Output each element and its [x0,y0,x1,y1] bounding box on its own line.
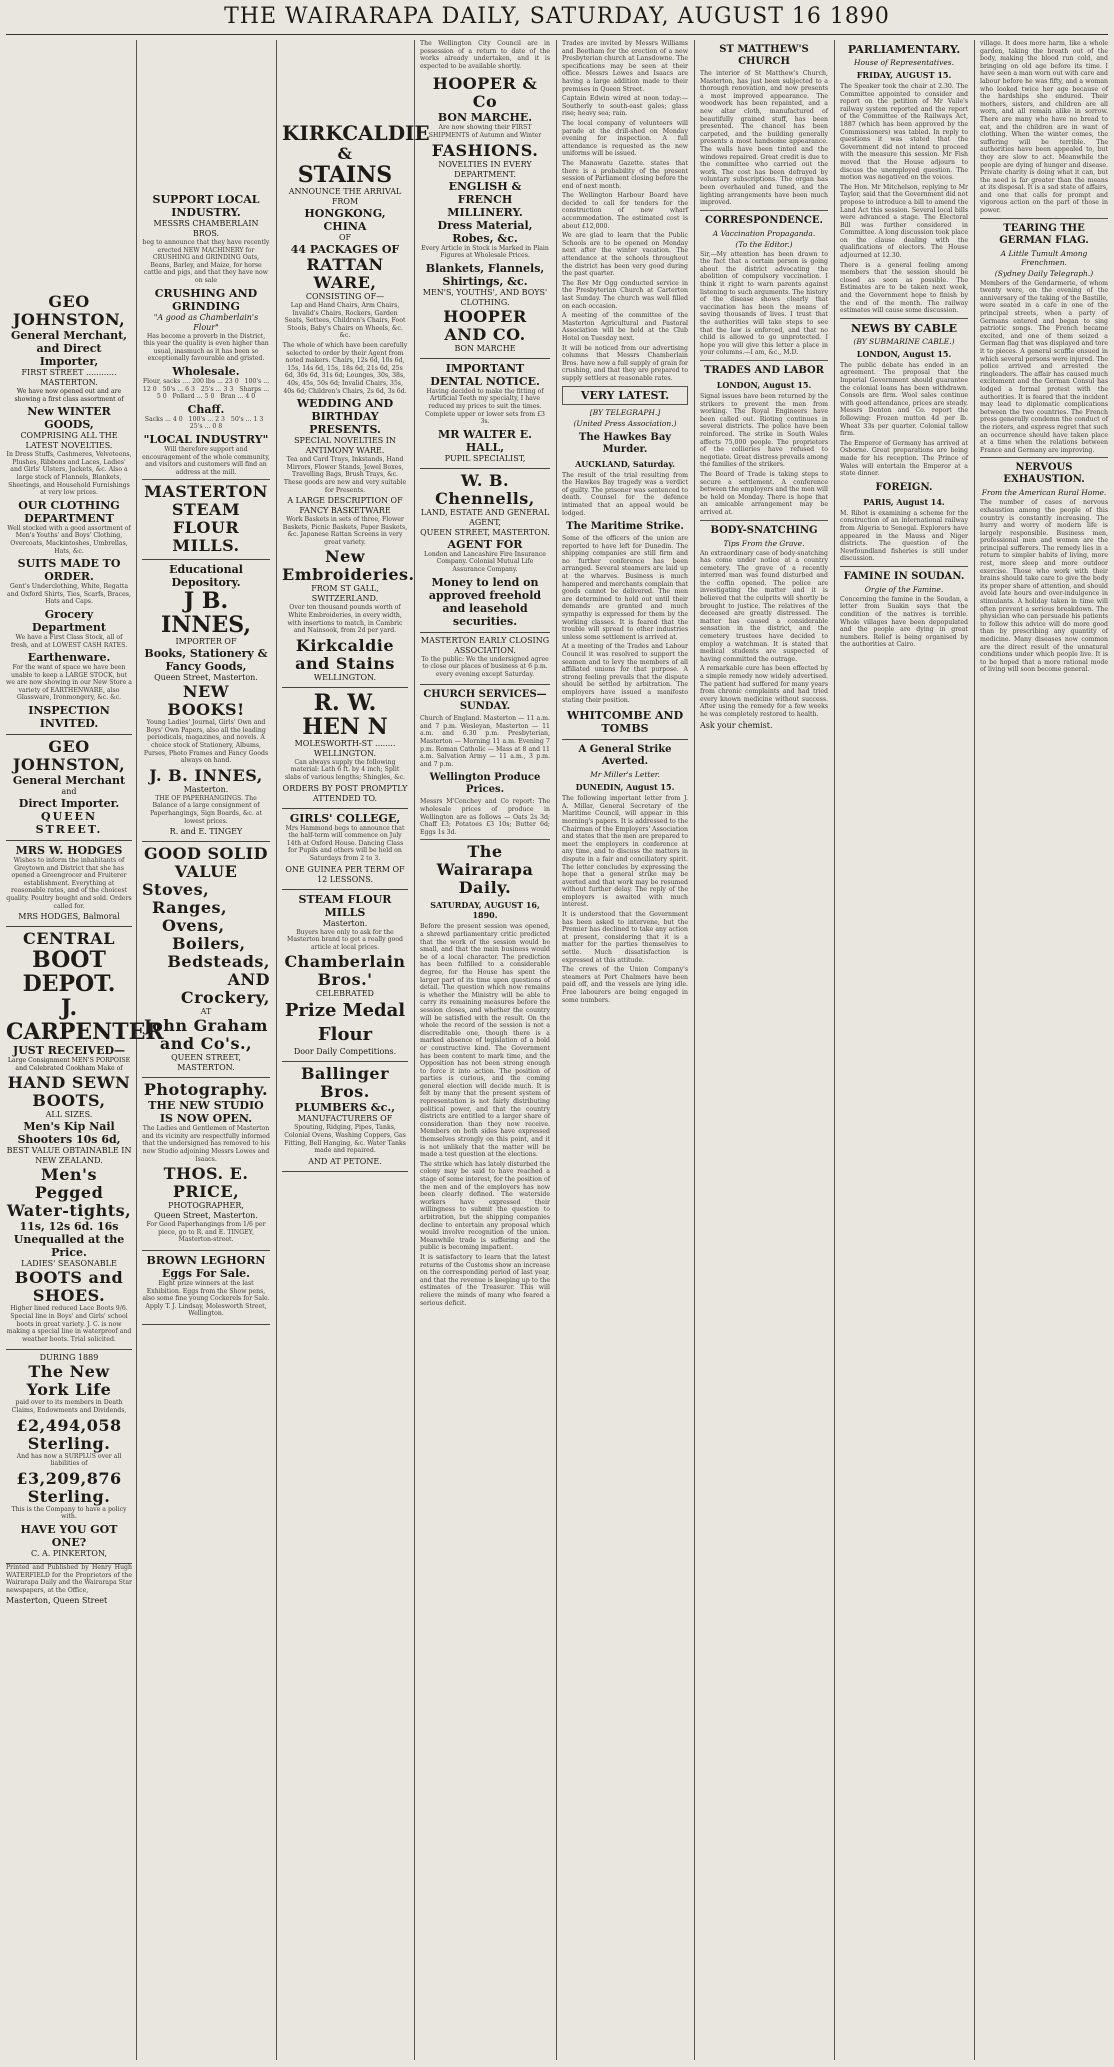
article-text: The Rev Mr Ogg conducted service in the Presbyterian Church at Carterton last Sunday. The church was well filled on each occasion. [562,279,688,310]
ad-subhead: Money to lend on approved freehold and leasehold securities. [428,575,542,628]
college-ad [282,809,408,890]
filler-text: This is the Company to have a policy with. [11,1505,127,1521]
filler-text: Work Baskets in sets of three, Flower Baskets, Picnic Baskets, Paper Baskets, &c. Japanese Rattan Screens in very great variety. [282,516,408,546]
column-rule [276,40,277,2060]
article-text: Sir,—My attention has been drawn to the fact that a certain person is going about the district advocating the abolition of compulsory vaccination. I think it right to warn parents against listening to such arguments. The history of the disease shows clearly that vaccination has been the means of saving thousands of lives. I trust that the authorities will take steps to see that the law is enforced, and that no child is allowed to go unprotected. I hope you will give this letter a place in your columns.—I am, &c., M.D. [700,250,828,357]
ad-title: MASTERTON EARLY CLOSING ASSOCIATION. [420,635,550,655]
news-heading: The Maritime Strike. [566,521,684,533]
lead-in: An extraordinary case of body-snatching [700,549,828,557]
ad-subhead: AGENT FOR [447,537,523,551]
column-8 [980,40,1108,2060]
section-heading: FAMINE IN SOUDAN. [843,570,965,582]
column-6 [700,40,828,2060]
article-text: A meeting of the committee of the Masterton Agricultural and Pastoral Association will be held at the Club Hotel on Tuesday next. [562,312,688,342]
ad-headline: Prize Medal Flour [284,1000,406,1046]
column-rule [136,40,137,2060]
ad-item: Ovens, [162,916,225,936]
filler-text: Buyers have only to ask for the Masterton brand to get a really good article at local prices. [286,928,403,951]
ad-subhead: Door Daily Competitions. [293,1047,397,1057]
advertiser-address: QUEEN STREET, MASTERTON. [420,527,550,537]
ad-title: & [337,144,353,163]
advertiser-address: Queen Street, Masterton. [154,1211,258,1221]
faded-blank-area [282,40,408,118]
column-rule [556,40,557,2060]
advertiser-sign: MRS HODGES, Balmoral [18,912,120,922]
ad-title: MASTERTON STEAM [144,482,268,520]
article-text: M. Ribot is examining a scheme for the construction of an international railway from Algeria to Senegal. Explorers have appeared in the Mauss and Niger districts. The question of the Newfoundland fisheries is still under discussion. [840,509,968,563]
ad-subhead-2: OUR CLOTHING DEPARTMENT [18,498,120,525]
advertiser-name: J B. INNES, [160,588,252,639]
ad-title: STEAM FLOUR MILLS [298,892,392,919]
ad-headline: NEW BOOKS! [167,682,245,720]
article-text: An extraordinary case of body-snatching has come under notice at a country cemetery. The grave of a recently interred man was found disturbed and the coffin opened. The police are investigating the matter and it is believed that the culprits will shortly be brought to justice. The relatives of the deceased are greatly distressed. The matter has caused a considerable sensation in the district, and the cemetery trustees have decided to employ a watchman. It is stated that medical students are suspected of having committed the outrage. [700,549,828,663]
dateline: FRIDAY, AUGUST 15. [856,70,952,80]
ad-subhead-6: INSPECTION INVITED. [28,704,110,731]
ad-subhead: HONGKONG, CHINA [304,207,386,233]
article-text: Some of the officers of the union are reported to have left for Dunedin. The shipping companies are still firm and no further conference has been arranged. Several steamers are laid up at the wharves. Business is much hampered and merchants complain that goods cannot be delivered. The men are determined to hold out until their demands are granted and much sympathy is expressed for them by the working classes. It is feared that the trouble will spread to other industries unless some settlement is arrived at. [562,535,688,641]
filler-text: Wishes to inform the inhabitants of Greytown and District that she has opened a Greengrocer and Fruiterer establishment. Everything at reasonable rates, and of the choicest quality. Poultry bought and sold. Orders called for. [6,857,132,910]
ad-subhead: ANNOUNCE THE ARRIVAL FROM [288,187,402,206]
ad-item: Stoves, [142,880,210,900]
editorial-date: SATURDAY, AUGUST 16, 1890. [430,900,540,921]
advertiser-name: John Graham and Co's., [144,1016,268,1054]
article-text: At a meeting of the Trades and Labour Council it was resolved to support the seamen and to levy the members of all affiliated unions for that purpose. A strong feeling prevails that the dispute should be settled by arbitration. The employers have issued a manifesto stating their position. [562,643,688,704]
article-text: It will be noticed from our advertising columns that Messrs Chamberlain Bros. have now a full supply of grain for crushing, and that they are prepared to supply settlers at reasonable rates. [562,344,688,382]
dateline: DUNEDIN, August 15. [575,782,675,793]
filler-text: Flour, sacks .... 200 lbs ... 23 0 100's ... 12 0 50's ... 6 3 25's ... 3 3 Sharps ... 5 0 Pollard ... 5 0 Bran ... 4 0 [142,377,270,401]
ad-subhead: MANUFACTURERS OF [297,1114,393,1124]
filler-text: To the public: We the undersigned agree to close our places of business at 6 p.m. every evening except Saturday. [421,655,549,678]
section-subhead: Orgie of the Famine. [864,584,944,594]
ad-subhead: Dress Material, Robes, &c. [437,218,533,245]
ballinger-ad [282,1062,408,1171]
article-text: The Emperor of Germany has arrived at Osborne. Great preparations are being made for his reception. The Prince of Wales will entertain the Emperor at a state dinner. [840,439,968,478]
article-text: Trades are invited by Messrs Williams and Beetham for the erection of a new Presbyterian church at Lansdowne. The specifications may be seen at their office. Messrs Lowes and Isaacs are having a large addition made to their premises in Queen Street. [562,40,688,93]
ad-subhead-4: Grocery Department [32,607,106,634]
advertiser-place: MASTERTON. [177,1063,235,1073]
article-text: The interior of St Matthew's Church, Masterton, has just been subjected to a thorough renovation, and now presents a most improved appearance. The woodwork has been repainted, and a new altar cloth, manufactured of beautifully grained stuff, has been presented. The chancel has been carpeted, and the building generally presents a most handsome appearance. The walls have been tinted and the windows repaired. Great credit is due to the committee who carried out the work. The cost has been defrayed by voluntary subscriptions. The organ has been overhauled and tuned, and the lighting arrangements have been much improved. [700,70,828,207]
article-text: The Board of Trade is taking steps to secure a settlement. A conference between the employers and the men will be held on Monday. There is hope that an amicable arrangement may be arrived at. [700,470,828,516]
advertiser-address: FIRST STREET ............ MASTERTON. [21,368,117,387]
column-5 [562,40,688,2060]
filler-text: London and Lancashire Fire Insurance Company. Colonial Mutual Life Assurance Company. [424,550,546,573]
section-subhead: House of Representatives. [853,58,955,67]
filler-text: In Dress Stuffs, Cashmeres, Velveteens, Plushes, Ribbons and Laces, Ladies' and Girls' Ulsters, Jackets, &c. Also a large stock of Flannels, Blankets, Sheetings, and Household Furnishings at very low prices. [6,451,132,497]
ad-title: GIRLS' COLLEGE, [289,811,401,825]
filler-text: And has now a SURPLUS over all liabilities of [16,1452,122,1468]
advertiser-name: R. and E. TINGEY [169,827,243,837]
new-york-life-ad [6,1350,132,1564]
section-heading: TEARING THE GERMAN FLAG. [999,222,1089,246]
ad-item: Boilers, [172,934,246,954]
ad-headline: New WINTER GOODS, [27,405,111,432]
ad-subhead: CONSISTING OF— [305,292,385,301]
hooper-ad [420,72,550,358]
dateline: LONDON, August 15. [856,348,952,359]
section-heading: PARLIAMENTARY. [847,43,961,56]
article-text: village. It does more harm, like a whole garden, taking the breath out of the body, making the blood run cold, and bringing on old age before its time. I have seen a man worn out with care and labour before he was fifty, and a woman who looked twice her age because of the hardships she endured. Their mothers, sisters, and children are all worn, and all remain alike in sorrow. There are many who have no bread to eat, and the children are in want of clothing. When the winter comes, the suffering will be terrible. The authorities have been appealed to, but they are slow to act. Meanwhile the people are dying of hunger and disease. Private charity is doing what it can, but the need is far greater than the means at its disposal. It is a sad state of affairs, and one that calls for prompt and vigorous action on the part of those in power. [980,40,1108,215]
advertiser-name: J. B. INNES, [149,765,263,785]
ad-title: KIRKCALDIE [282,121,430,145]
advertiser-name: J. CARPENTER [6,995,164,1046]
filler-text: Can always supply the following material: Lath 6 ft. by 4 inch; Split slabs of various lengths; Shingles, &c. [284,758,406,782]
advertiser-title: General Merchant, [10,329,128,342]
ad-subhead: NOVELTIES IN EVERY DEPARTMENT. [438,159,532,179]
whitcombe-ad [562,706,688,740]
advertiser-name: HOOPER & Co [432,74,538,112]
faded-blank-area [6,40,132,290]
ad-headline: FASHIONS. [431,140,539,160]
section-heading: ST MATTHEW'S CHURCH [719,44,809,67]
advertiser-subtitle: and Direct Importer, [36,342,102,368]
ad-subhead: THE NEW STUDIO IS NOW OPEN. [148,1099,264,1126]
section-subhead: [BY TELEGRAPH.] [589,407,661,417]
chamberlain-ad [142,190,270,560]
ad-headline: RATTAN WARE, [306,255,384,292]
filler-text: Over ten thousand pounds worth of White Embroideries, in every width, with insertions to match, in Cambric and Nainsook, from 2d per yard. [287,604,403,635]
advertiser-sub: LAND, ESTATE AND GENERAL AGENT, [420,507,550,527]
column-3 [282,40,430,2060]
latest-box [562,386,688,405]
closing-ad [420,633,550,686]
ad-of: OF [338,233,352,242]
article-text: The number of cases of nervous exhaustion among the people of this country is constantly increasing. The hurry and worry of modern life is largely responsible. Business men, professional men and women are the principal sufferers. The remedy lies in a return to simpler habits of living, more rest, more sleep and more outdoor exercise. Those who work with their brains should take care to give the body its proper share of attention, and should avoid late hours and over-indulgence in stimulants. A holiday taken in time will often prevent a serious breakdown. The physician who can persuade his patients to follow this advice will do more good than by prescribing any quantity of medicine. Many diseases now common are the direct result of the unnatural conditions under which people live. It is to be hoped that a more rational mode of living will soon become general. [980,499,1108,674]
graham-ad [142,842,270,1078]
ad-title: Photography. [143,1080,269,1100]
news-heading: A General Strike Averted. [578,744,672,768]
ad-headline: BOOTS and SHOES. [14,1268,124,1306]
ad-subhead: DURING 1889 [39,1353,99,1363]
filler-text: The Ladies and Gentlemen of Masterton and its vicinity are respectfully informed that the undersigned has removed to his new Studio adjoining Messrs Lowes and Isaacs. [142,1125,270,1163]
article-text: The Wellington Harbour Board have decided to call for tenders for the construction of new wharf accommodation. The estimated cost is about £12,000. [562,192,688,230]
ad-headline: Men's Pegged Water-tights, [6,1165,132,1221]
ad-title: IMPORTANT DENTAL NOTICE. [430,361,540,388]
ad-line: Unequalled at the Price. [13,1233,125,1260]
filler-text: Young Ladies' Journal, Girls' Own and Boys' Own Papers, also all the leading periodicals, magazines, and novels. A choice stock of Stationery, Albums, Purses, Photo Frames and Fancy Goods always on hand. [143,719,269,765]
ad-subhead: Blankets, Flannels, Shirtings, &c. [425,261,545,288]
editorial-title: The Wairarapa Daily. [436,842,534,898]
dateline: AUCKLAND, Saturday. [575,458,675,469]
section-heading: BODY-SNATCHING [710,524,818,536]
section-subhead: (To the Editor.) [735,239,793,249]
filler-text: Messrs M'Conchey and Co report: The wholesale prices of produce in Wellington are as follows — Oats 2s 3d; Chaff £3; Potatoes £3 10s; Butter 6d; Eggs 1s 3d. [420,798,550,836]
advertiser-address: Queen Street, Masterton. [154,673,258,683]
filler-text: Lap and Hand Chairs, Arm Chairs, Invalid's Chairs, Rockers, Garden Seats, Settees, Children's Chairs, Foot Stools, Baby's Chairs on Wheels, &c. &c. [284,302,406,340]
johnston-ad-2 [6,735,132,841]
section-heading: VERY LATEST. [580,388,670,402]
section-heading: NEWS BY CABLE [850,321,958,335]
advertiser-name: HOOPER AND CO. [443,306,527,344]
ad-title: BOOT DEPOT. [22,947,116,998]
ad-subhead-5: Earthenware. [27,651,111,665]
filler-text: Well stocked with a good assortment of Men's Youths' and Boys' Clothing, Overcoats, Mackintoshes, Umbrellas, Hats, &c. [7,524,131,555]
filler-text: Are now showing their FIRST SHIPMENTS of Autumn and Winter [428,124,542,139]
advertiser-place: WELLINGTON. [313,672,377,682]
ad-title: Educational Depository. [169,563,243,590]
filler-text: Mrs Hammond begs to announce that the half-term will commence on July 14th at Oxford House. Dancing Class for Pupils and others will be held on Saturdays from 2 to 3. [285,824,405,862]
article-text: The Hon. Mr Mitchelson, replying to Mr Taylor, said that the Government did not propose to introduce a bill to amend the Land Act this session. Several local bills were advanced a stage. The Electoral Bill was further considered in Committee. A long discussion took place on the clause dealing with the qualifications of electors. The House adjourned at 12.30. [840,183,968,260]
article-text: We are glad to learn that the Public Schools are to be opened on Monday next after the winter vacation. The attendance at the schools throughout the district has been very good during the past quarter. [562,232,688,278]
filler-text: THE OF PAPERHANGINGS. The Balance of a large consignment of Paperhangings, Sign Boards, &c. at lowest prices. [149,794,262,825]
ad-item: Bedsteads, [167,952,270,972]
article-text: The public debate has ended in an agreement. The proposal that the Imperial Government should guarantee the colonial loans has been withdrawn. Consols are firm. Wool sales continue with good attendance, prices are steady. Messrs Denton and Co. report the following: Frozen mutton 4d per lb. Wheat 33s per quarter. Colonial tallow firm. [840,361,968,438]
filler-text: We have a First Class Stock, all of fresh, and at LOWEST CASH RATES. [10,633,128,649]
advertiser-address: QUEEN STREET, [171,1053,241,1063]
filler-text: Church of England. Masterton — 11 a.m. and 7 p.m. Wesleyan, Masterton — 11 a.m. and 6.30 p.m. Presbyterian, Masterton — Morning 11 a.m. Evening 7 p.m. Roman Catholic — Mass at 8 and 11 a.m. Salvation Army — 11 a.m., 3 p.m. and 7 p.m. [420,715,550,768]
advertiser-name: MESSRS CHAMBERLAIN BROS. [153,219,259,238]
filler-text: Gent's Underclothing, White, Regatta and Oxford Shirts, Ties, Scarfs, Braces, Hats and Caps. [7,583,131,606]
ad-at: AT [200,1007,212,1017]
advertiser-address: Masterton. [183,784,229,794]
ad-title: The New York Life [26,1362,112,1400]
price-list-title: Chaff. [187,402,225,416]
filler-text: For Good Paperhangings from 1/6 per piece, go to R. and E. TINGEY, Masterton-street. [146,1221,266,1244]
ad-headline: New Embroideries. [282,547,415,585]
advertiser-title: General Merchant [12,774,126,788]
ad-subhead: ENGLISH & FRENCH MILLINERY. [447,179,523,219]
ad-subhead: CRUSHING AND GRINDING [154,286,258,313]
advertiser-name: Chamberlain Bros.' [284,952,406,990]
ad-subhead: MEN'S, YOUTHS', AND BOYS' CLOTHING. [422,287,548,307]
column-rule [694,40,695,2060]
advertiser-address: QUEEN STREET. [35,810,103,837]
filler-text: Eight prize winners at the last Exhibition. Eggs from the Show pens, also some fine young Cockerels for Sale. Apply T. J. Lindsay, Molesworth Street, Wellington. [142,1279,270,1318]
advertiser-and: and [61,787,77,797]
ad-subhead: SPECIAL NOVELTIES IN ANTIMONY WARE. [294,436,396,456]
filler-text: Having decided to make the fitting of Artificial Teeth my specialty, I have reduced my prices to suit the times. Complete upper or lower sets from £3 3s. [425,387,545,426]
advertiser-name: WHITCOMBE AND TOMBS [566,709,684,736]
article-text: The following important letter from J. A. Millar, General Secretary of the Maritime Council, will appear in this morning's papers. It is addressed to the Chairman of the Employers' Association and states that the men are prepared to meet the employers in conference at any time, and to discuss the matters in dispute in a fair and conciliatory spirit. The letter concludes by expressing the hope that a general strike may be averted and that work may be resumed without further delay. The reply of the employers is awaited with much interest. [562,795,688,909]
ad-subhead: A LARGE DESCRIPTION OF FANCY BASKETWARE [287,496,403,516]
article-text: The Speaker took the chair at 2.30. The Committee appointed to consider and report on the petition of Mr Vaile's railway system reported and the report of the Committee of the Railways Act, 1887 (which has been approved by the Commissioners) was tabled. In reply to questions it was stated that the Government did not intend to proceed with the measure this session. Mr Fish moved that the House adjourn to discuss the unemployed question. The motion was negatived on the voices. [840,83,968,182]
advertiser-name: Ballinger Bros. [300,1064,390,1102]
kirkcaldie-ad [282,118,430,688]
ad-notice: ORDERS BY POST PROMPTLY ATTENDED TO. [282,783,408,803]
section-subhead: (Sydney Daily Telegraph.) [994,268,1094,278]
ad-agent: C. A. PINKERTON, [31,1548,107,1558]
ad-title: GOOD SOLID VALUE [143,844,269,882]
column-rule [974,40,975,2060]
filler-text: paid over to its members in Death Claims, Endowments and Dividends, [11,1399,127,1414]
advertiser-address: MOLESWORTH-ST ........ WELLINGTON. [294,738,396,758]
section-heading: CORRESPONDENCE. [704,214,823,226]
ad-subhead: ALL SIZES. [45,1110,93,1120]
ad-place: Masterton. [322,918,368,928]
article-text: Captain Edwin wired at noon today:— Southerly to south-east gales; glass rise; heavy sea; rain. [562,95,688,118]
dateline: PARIS, August 14. [863,496,945,507]
advertiser-name: GEO JOHNSTON, [12,737,126,775]
section-heading: TRADES AND LABOR [703,365,824,376]
hen-ad [282,688,408,809]
ad-tagline: Ask your chemist. [700,720,773,730]
dental-ad [420,359,550,469]
ad-amount: £2,494,058 Sterling. [16,1415,122,1453]
filler-text: Tea and Card Trays, Inkstands, Hand Mirrors, Flower Stands, Jewel Boxes, Travelling Bags, Brush Trays, &c. These goods are new and very suitable for Presents. [283,456,407,494]
section-subhead: From the American Rural Home. [981,488,1107,498]
advertiser-sub: IMPORTER OF [175,637,237,647]
section-subhead: A Vaccination Propaganda. [712,228,816,238]
article-text: The local company of volunteers will parade at the drill-shed on Monday evening for inspection. A full attendance is requested as the new uniforms will be issued. [562,119,688,158]
price-list-title: Wholesale. [172,364,240,378]
masthead-rule [6,34,1108,35]
advertiser-name: Kirkcaldie and Stains [295,635,395,673]
advertiser-sub: PUPIL SPECIALIST, [444,453,526,463]
filler-text: The Wellington City Council are in possession of a return to date of the works already undertaken, and it is expected to be available shortly. [420,40,550,70]
article-text: Before the present session was opened, a shrewd parliamentary critic predicted that the work of the session would be small, and that the main business would be of a local character. The prediction has been fulfilled to a considerable degree, for the House has spent the larger part of its time upon questions of detail. The question which now remains is whether the Ministry will be able to carry its remaining measures before the session closes, and whether the country will be satisfied with the result. On the whole the record of the session is not a discreditable one, though there is a marked absence of legislation of a bold or constructive kind. The Government has been content to mark time, and the Opposition has not been strong enough to force it into action. The position of parties is curious, and the coming general election will decide much. It is felt by many that the present system of representation is not fairly distributing political power, and that the country districts are entitled to a larger share of consideration than they now receive. Members on both sides have expressed themselves strongly on this point, and it is not unlikely that the matter will be made a test question at the elections. [420,923,550,1159]
ad-title: FLOUR MILLS. [172,518,240,556]
johnston-ad [6,290,132,735]
column-7 [840,40,968,2060]
advertiser-name: W. B. Chennells, [435,470,535,508]
article-text: The result of the trial resulting from the Hawkes Bay tragedy was a verdict of guilty. The prisoner was sentenced to death. Counsel for the defence intimated that an appeal would be lodged. [562,471,688,517]
ad-subhead: 44 PACKAGES OF [290,243,400,256]
article-text: It is satisfactory to learn that the latest returns of the Customs show an increase on the corresponding period of last year, and that the revenue is keeping up to the estimates of the Treasurer. This will relieve the minds of many who feared a serious deficit. [420,1253,550,1307]
filler-text: Sacks ... 4 0 100's ... 2 3 50's ... 1 3 25's ... 0 8 [144,415,268,431]
section-heading: FOREIGN. [875,481,933,493]
article-text: A remarkable cure has been effected by a simple remedy now widely advertised. The patient had suffered for many years from chronic complaints and had tried every known medicine without success. After using the remedy for a few weeks he was completely restored to health. [700,665,828,718]
ad-subhead: FROM ST GALL, SWITZERLAND. [311,584,379,604]
advertiser-sub: Books, Stationery & Fancy Goods, [144,647,268,674]
advertiser-subtitle: Direct Importer. [18,797,120,811]
article-text: The crews of the Union Company's steamers at Port Chalmers have been paid off, and the vessels are lying idle. Free labourers are being engaged in some numbers. [562,966,688,1004]
advertiser-sub: PLUMBERS &c., [294,1101,396,1115]
article-text: It is understood that the Government has been asked to intervene, but the Premier has declined to take any action at present, considering that it is a matter for the parties themselves to settle. Much dissatisfaction is expressed at this attitude. [562,911,688,964]
ad-subhead: COMPRISING ALL THE LATEST NOVELTIES. [20,431,118,451]
section-subhead: (United Press Association.) [573,418,677,428]
ad-title: STAINS [297,162,393,188]
advertiser-name: MRS W. HODGES [15,844,123,858]
boot-depot-ad [6,927,164,1350]
section-heading: NERVOUS EXHAUSTION. [1003,462,1085,486]
advertiser-sub: BON MARCHE. [437,111,533,125]
section-subhead: Tips From the Grave. [723,538,805,548]
innes-ad [142,560,270,842]
filler-text: Printed and Published by Henry Hugh WATERFIELD for the Proprietors of the Wairarapa Daily and the Wairarapa Star newspapers, at the Office, [6,1563,132,1594]
ad-line: 11s, 12s 6d. 16s [19,1220,119,1234]
chennells-ad [420,469,550,633]
ad-address: AND AT PETONE. [308,1156,382,1166]
ad-text: We have now opened out and are showing a first class assortment of [14,388,124,403]
filler-text: The whole of which have been carefully selected to order by their Agent from noted makers. Chairs, 12s 6d, 10s 6d, 15s, 14s 6d, 15s, 18s 6d, 21s 6d, 25s 6d, 30s 6d, 31s 6d; Lounges, 30s, 38s, 40s, 45s, 50s 6d; Invalid Chairs, 35s, 40s 6d; Children's Chairs, 2s 6d, 3s 6d. [282,341,408,395]
masthead: THE WAIRARAPA DAILY, SATURDAY, AUGUST 16 1890 [224,4,890,29]
filler-text: Higher lined reduced Lace Boots 9/6. Special line in Boys' and Girls' school boots in great variety. J. C. is now making a special line in waterproof and weather boots. Trial solicited. [6,1305,132,1343]
column-rule [414,40,415,2060]
ad-item: AND Crockery, [180,970,270,1008]
filler-text: Has become a proverb in the District, this year the quality is even higher than usual, inasmuch as it has been so exceptionally favourable and gristed. [143,332,269,363]
ad-slogan: HAVE YOU GOT ONE? [20,1522,118,1549]
news-subhead: Mr Miller's Letter. [590,770,660,780]
flour-mills-ad [282,890,408,1063]
advertiser-name: THOS. E. PRICE, [163,1164,249,1202]
ad-notice: ONE GUINEA PER TERM OF 12 LESSONS. [285,864,405,884]
ad-title: CENTRAL [23,929,115,949]
section-subhead: A Little Tumult Among Frenchmen. [1000,248,1088,267]
ad-subhead: WEDDING AND BIRTHDAY PRESENTS. [296,397,394,437]
filler-text: beg to announce that they have recently erected NEW MACHINERY for CRUSHING and GRINDING Oats, Beans, Barley, and Maize, for horse cattle and pigs, and that they have now on sale [142,239,270,284]
filler-text: Will therefore support and encouragement of the whole community, and visitors and customers will find an address at the mill. [142,445,270,476]
news-heading: The Hawkes Bay Murder. [578,431,672,455]
article-text: Concerning the famine in the Soudan, a letter from Suakin says that the condition of the natives is terrible. Whole villages have been depopulated and the people are dying in great numbers. Relief is being organised by the authorities at Cairo. [840,595,968,649]
faded-blank-area [142,40,270,190]
lead-in: Trades are invited by Messrs Williams and Beetham [562,40,688,55]
column-1 [6,40,164,2060]
ad-text: Large Consignment MEN'S PORPOISE and Celebrated Cookham Make of [7,1057,131,1072]
ad-title: SUPPORT LOCAL INDUSTRY. [152,193,260,219]
source-name: The Manawatu Gazette. [562,159,645,167]
ad-item: Ranges, [152,898,228,918]
advertiser-sub: PHOTOGRAPHER, [168,1201,244,1211]
column-4 [420,40,550,2060]
ad-subhead: CELEBRATED [316,989,374,999]
column-rule [834,40,835,2060]
ad-subhead-3: SUITS MADE TO ORDER. [17,557,121,584]
section-subhead: (BY SUBMARINE CABLE.) [853,336,955,346]
article-text: The strike which has lately disturbed the colony may be said to have reached a stage of some interest, for the position of the men and of the employers has now been clearly defined. The waterside workers have expressed their willingness to submit the question to arbitration, but the shipping companies decline to entertain any proposal which would involve recognition of the union. Meanwhile trade is suffering and the public is becoming impatient. [420,1160,550,1252]
ad-motto: "LOCAL INDUSTRY" [143,432,269,446]
leghorn-ad [142,1251,270,1325]
advertiser-name: MR WALTER E. HALL, [438,427,532,454]
ad-line: BEST VALUE OBTAINABLE IN NEW ZEALAND. [6,1146,132,1166]
section-heading: Wellington Produce Prices. [429,772,541,796]
article-text: There is a general feeling among members that the session should be closed as soon as possible. The Estimates are to be taken next week, and the Government hope to finish by the end of the month. The railway estimates will cause some discussion. [840,261,968,315]
filler-text: Spouting, Ridging, Pipes, Tanks, Colonial Ovens, Washing Coppers, Gas Fitting, Bell Hanging, &c. Water Tanks made and repaired. [284,1124,406,1155]
ad-subhead: LADIES' SEASONABLE [21,1259,117,1269]
ad-subhead: JUST RECEIVED— [12,1044,126,1058]
filler-text: Every Article in Stock is Marked in Plain Figures at Wholesale Prices. [421,244,549,260]
advertiser-sub: BON MARCHE [454,343,516,353]
filler-text: For the want of space we have been unable to keep a LARGE STOCK, but we are now showing in our New Store a variety of EARTHENWARE, also Glassware, Ironmongery, &c. &c. [6,664,132,702]
ad-tagline: "A good as Chamberlain's Flour" [153,312,259,332]
ad-line: Men's Kip Nail Shooters 10s 6d, [17,1120,121,1147]
article-text: Members of the Gendarmerie, of whom twenty were, on the evening of the anniversary of the taking of the Bastille, were seated in a cafe in one of the principal streets, when a party of Germans entered and began to sing patriotic songs. The French became excited, and one of them seized a German flag that was displayed and tore it to pieces. A general scuffle ensued in which several persons were injured. The police arrived and arrested the ringleaders. The affair has caused much excitement and the German Consul has lodged a formal protest with the authorities. It is feared that the incident may lead to diplomatic complications between the two countries. The French press generally condemn the conduct of the rioters, and express regret that such an occurrence should have taken place at a time when the relations between France and Germany are improving. [980,279,1108,454]
dateline: LONDON, August 15. [716,380,812,390]
photography-ad [142,1078,270,1251]
ad-amount: £3,209,876 Sterling. [16,1468,122,1506]
advertiser-name: GEO JOHNSTON, [12,292,126,329]
footer-address: Masterton, Queen Street [6,1596,108,1606]
advertiser-name: R. W. HEN N [302,689,388,740]
hodges-ad [6,841,132,927]
ad-title: BROWN LEGHORN Eggs For Sale. [146,1253,266,1280]
section-heading: CHURCH SERVICES—SUNDAY. [423,689,547,713]
column-2 [142,40,270,2060]
article-text: Signal issues have been returned by the strikers to prevent the men from working. The Royal Engineers have been called out. Rioting continues in several districts. The police have been reinforced. The strike in South Wales affects 75,000 people. The proprietors of the collieries have refused to negotiate. Great distress prevails among the families of the strikers. [700,393,828,469]
article-text: The Manawatu Gazette. states that there is a probability of the present session of Parliament closing before the end of next month. [562,159,688,190]
ad-headline: HAND SEWN BOOTS, [7,1073,131,1111]
